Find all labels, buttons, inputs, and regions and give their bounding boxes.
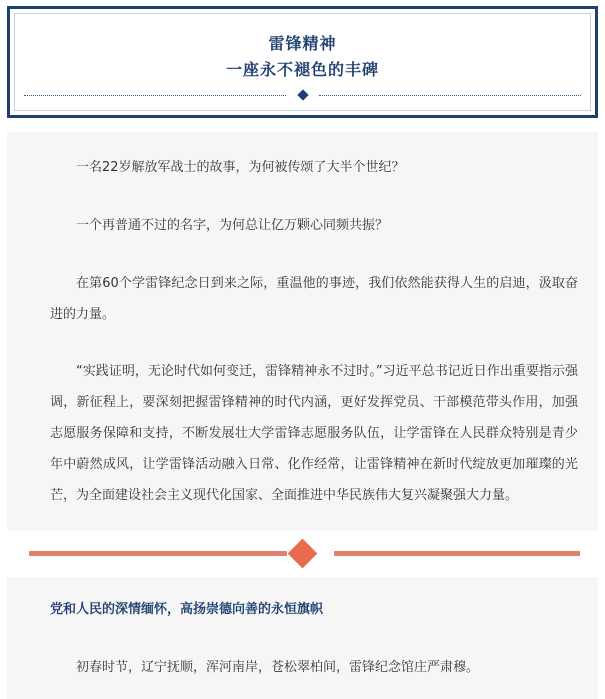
ornament-dotted-line-left (24, 95, 286, 96)
divider-bar-right (334, 551, 580, 556)
article-paragraph: 一个再普通不过的名字，为何总让亿万颗心同频共振？ (76, 218, 389, 233)
ornament-dotted-line-right (319, 95, 581, 96)
page-title: 雷锋精神 (268, 34, 337, 53)
diamond-icon (297, 89, 308, 100)
article-body (7, 132, 598, 699)
article-paragraph: “实践证明，无论时代如何变迁，雷锋精神永不过时。”习近平总书记近日作出重要指示强调，新征程上，要深刻把握雷锋精神的时代内涵，更好发挥党员、干部模范带头作用，加强志愿服务保障和支持，不断发展壮大学雷锋志愿服务队伍，让学雷锋在人民群众特别是青少年中蔚然成风，让学雷锋活动融入日常、化作经常，让雷锋精神在新时代绽放更加璀璨的光芒，为全面建设社会主义现代化国家、全面推进中华民族伟大复兴凝聚强大力量。 (50, 364, 578, 503)
divider-bar-left (29, 551, 287, 556)
page-subtitle: 一座永不褪色的丰碑 (225, 60, 379, 79)
article-paragraph: 在第60个学雷锋纪念日到来之际，重温他的事迹，我们依然能获得人生的启迪，汲取奋进的力量。 (50, 276, 578, 322)
title-ornament (24, 91, 581, 101)
section-divider (7, 531, 598, 577)
title-banner (7, 6, 598, 118)
article-paragraph: 一名22岁解放军战士的故事，为何被传颂了大半个世纪？ (76, 160, 405, 175)
diamond-icon (288, 539, 318, 569)
section-heading: 党和人民的深情缅怀，高扬崇德向善的永恒旗帜 (50, 602, 324, 617)
article-paragraph: 初春时节，辽宁抚顺，浑河南岸，苍松翠柏间，雷锋纪念馆庄严肃穆。 (76, 660, 480, 675)
